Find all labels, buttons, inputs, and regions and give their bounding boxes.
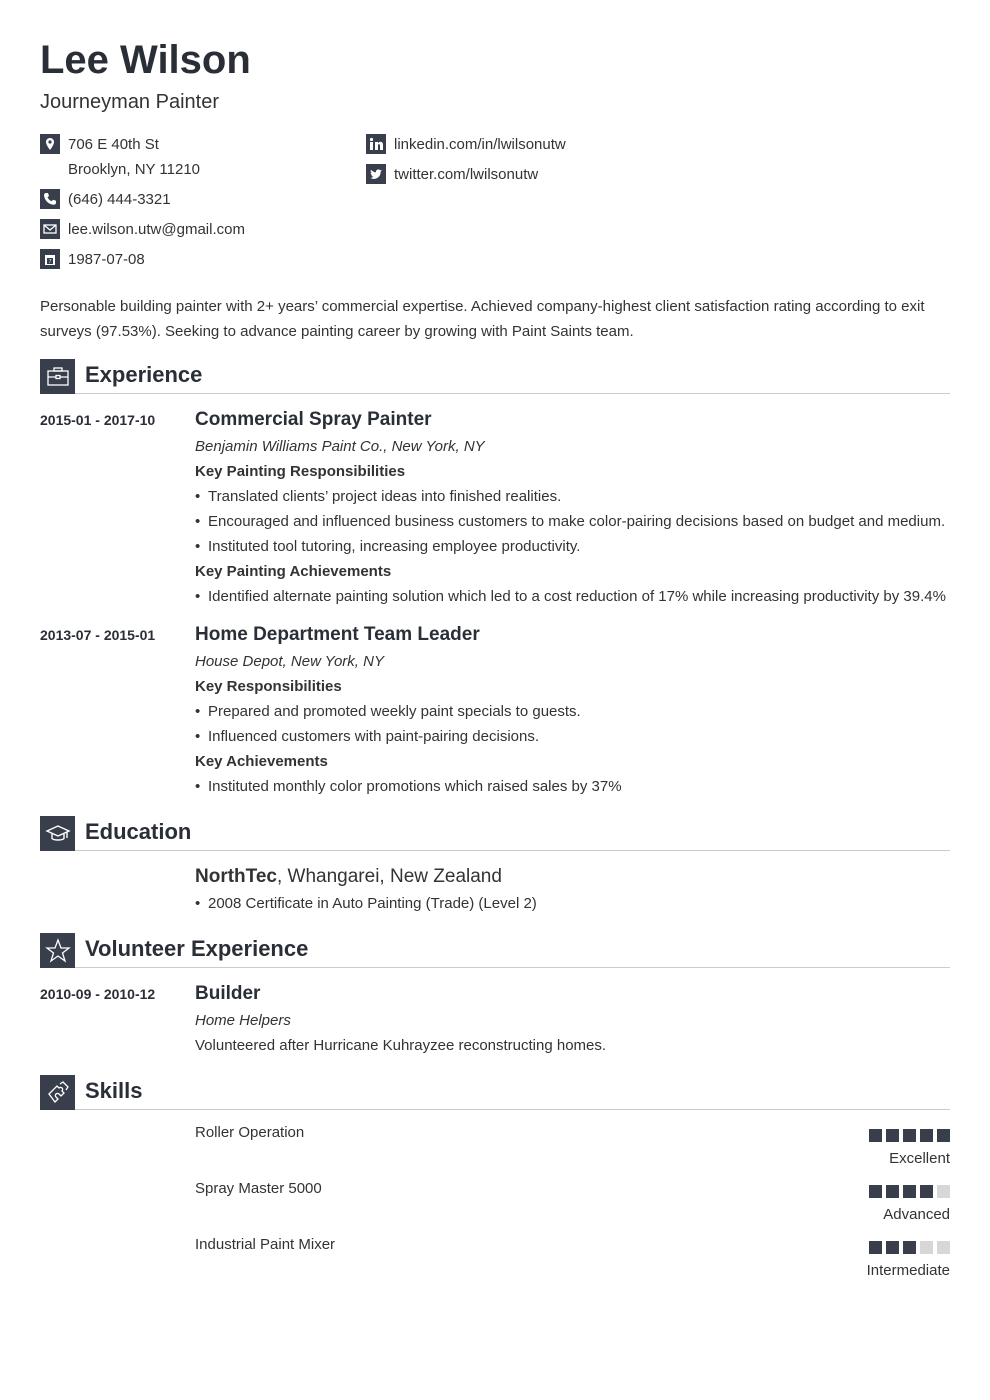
phone-icon [40, 189, 60, 209]
skill-level: Advanced [883, 1206, 950, 1223]
skill-name: Industrial Paint Mixer [195, 1236, 336, 1253]
name: Lee Wilson [40, 38, 251, 82]
twitter-link[interactable]: twitter.com/lwilsonutw [394, 166, 539, 183]
job-title: Commercial Spray Painter [195, 409, 432, 430]
rating-square [920, 1241, 933, 1254]
group-heading: Key Responsibilities [195, 678, 342, 695]
job-dates: 2013-07 - 2015-01 [40, 627, 156, 643]
volunteer-dates: 2010-09 - 2010-12 [40, 986, 156, 1002]
location-pin-icon [40, 134, 60, 154]
experience-header [40, 358, 950, 394]
section-title: Skills [75, 1077, 950, 1110]
rating-square [903, 1241, 916, 1254]
school-name: NorthTec [195, 866, 277, 887]
twitter-icon [366, 164, 386, 184]
rating-square [886, 1129, 899, 1142]
phone-text: (646) 444-3321 [68, 191, 171, 208]
skill-rating [869, 1185, 950, 1198]
volunteer-description: Volunteered after Hurricane Kuhrayzee reconstructing homes. [195, 1037, 607, 1054]
bullet-item: • Identified alternate painting solution which led to a cost reduction of 17% while increasing productivity by 39.4% [195, 584, 950, 609]
experience-entry [40, 623, 950, 799]
company: House Depot, New York, NY [195, 653, 384, 670]
rating-square [869, 1185, 882, 1198]
bullet-item: • Instituted monthly color promotions which raised sales by 37% [195, 774, 950, 799]
address [40, 132, 245, 182]
rating-square [869, 1241, 882, 1254]
rating-square [886, 1185, 899, 1198]
skill-item [195, 1180, 950, 1224]
skill-level: Excellent [889, 1150, 950, 1167]
skill-name: Spray Master 5000 [195, 1180, 322, 1197]
summary: Personable building painter with 2+ years’ commercial expertise. Achieved company-highest client satisfaction rating according to exit surveys (97.53%). Seeking to advance painting career by growing with Paint Saints team. [40, 298, 925, 340]
education-item: • 2008 Certificate in Auto Painting (Trade) (Level 2) [195, 891, 950, 916]
volunteer-org: Home Helpers [195, 1012, 291, 1029]
rating-square [869, 1129, 882, 1142]
volunteer-header [40, 932, 950, 968]
contact-info [40, 132, 950, 282]
school-location: , Whangarei, New Zealand [276, 866, 502, 887]
rating-square [937, 1241, 950, 1254]
bullet-item: • Encouraged and influenced business customers to make color-pairing decisions based on budget and medium. [195, 509, 950, 534]
resume [40, 36, 950, 1280]
skill-name: Roller Operation [195, 1124, 305, 1141]
envelope-icon [40, 219, 60, 239]
section-title: Experience [75, 361, 950, 394]
volunteer-title: Builder [195, 983, 261, 1004]
skills-header [40, 1074, 950, 1110]
group-heading: Key Painting Responsibilities [195, 463, 406, 480]
job-title: Home Department Team Leader [195, 624, 480, 645]
rating-square [937, 1129, 950, 1142]
group-heading: Key Achievements [195, 753, 328, 770]
puzzle-piece-icon [40, 1075, 75, 1110]
graduation-cap-icon [40, 816, 75, 851]
rating-square [903, 1129, 916, 1142]
address-line-2: Brooklyn, NY 11210 [68, 161, 201, 178]
skill-rating [867, 1241, 950, 1254]
education-entry [40, 865, 950, 916]
bullet-item: • Translated clients’ project ideas into finished realities. [195, 484, 950, 509]
birthdate [40, 247, 245, 272]
bullet-item: • Influenced customers with paint-pairing decisions. [195, 724, 950, 749]
volunteer-entry [40, 982, 950, 1058]
twitter [366, 162, 566, 187]
birthdate-text: 1987-07-08 [68, 251, 145, 268]
rating-square [920, 1129, 933, 1142]
skills-list [40, 1124, 950, 1280]
experience-entry [40, 408, 950, 609]
job-title: Journeyman Painter [40, 91, 219, 113]
skill-item [195, 1124, 950, 1168]
bullet-item: • Prepared and promoted weekly paint specials to guests. [195, 699, 950, 724]
section-title: Volunteer Experience [75, 935, 950, 968]
company: Benjamin Williams Paint Co., New York, NY [195, 438, 485, 455]
linkedin-link[interactable]: linkedin.com/in/lwilsonutw [394, 136, 566, 153]
email [40, 217, 245, 242]
linkedin-icon [366, 134, 386, 154]
rating-square [886, 1241, 899, 1254]
email-text: lee.wilson.utw@gmail.com [68, 221, 245, 238]
linkedin [366, 132, 566, 157]
address-line-1: 706 E 40th St [68, 136, 159, 153]
skill-item [195, 1236, 950, 1280]
svg-text:7: 7 [48, 259, 52, 265]
rating-square [903, 1185, 916, 1198]
experience-list [40, 408, 950, 799]
skill-level: Intermediate [866, 1262, 950, 1279]
section-title: Education [75, 818, 950, 851]
skill-rating [869, 1129, 950, 1142]
rating-square [920, 1185, 933, 1198]
calendar-icon [40, 249, 60, 269]
phone [40, 187, 245, 212]
star-icon [40, 933, 75, 968]
education-header [40, 815, 950, 851]
briefcase-icon [40, 359, 75, 394]
rating-square [937, 1185, 950, 1198]
group-heading: Key Painting Achievements [195, 563, 392, 580]
job-dates: 2015-01 - 2017-10 [40, 412, 156, 428]
bullet-item: • Instituted tool tutoring, increasing employee productivity. [195, 534, 950, 559]
